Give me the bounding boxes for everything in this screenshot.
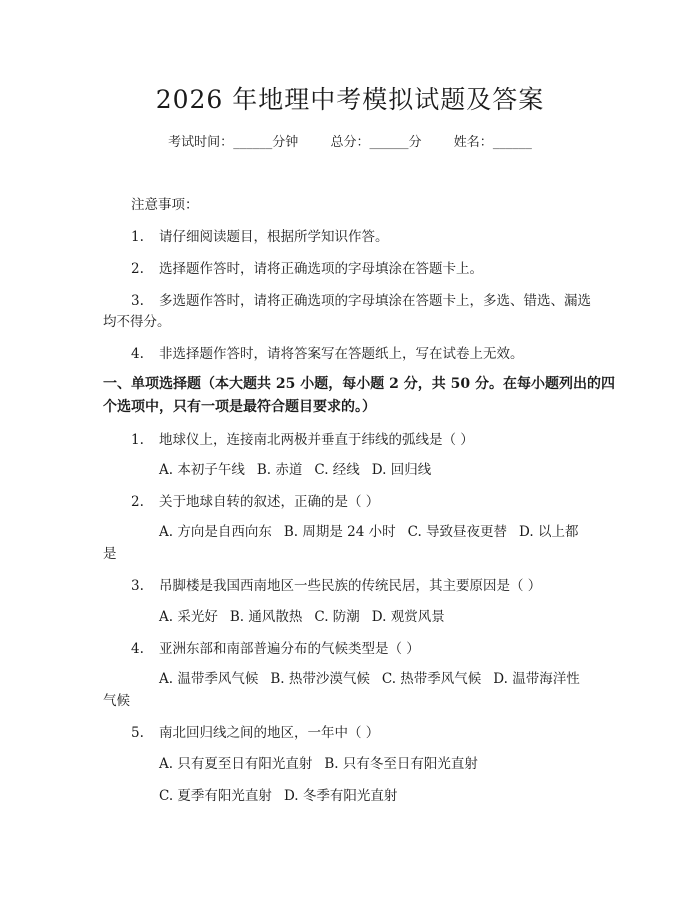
score-unit: 分	[408, 135, 422, 150]
name-label: 姓名：	[453, 135, 493, 150]
question-stem: 5. 南北回归线之间的地区，一年中（ ）	[131, 725, 380, 741]
score-blank: ______	[369, 135, 409, 150]
note-item: 4. 非选择题作答时，请将答案写在答题纸上，写在试卷上无效。	[131, 346, 524, 362]
time-label: 考试时间：	[168, 135, 234, 150]
exam-info-line	[0, 131, 700, 150]
section-heading-line1: 一、单项选择题（本大题共 25 小题，每小题 2 分，共 50 分。在每小题列出的四	[103, 376, 615, 392]
option-a: A. 只有夏至日有阳光直射	[159, 756, 313, 772]
question-options	[159, 458, 431, 478]
question-stem: 1. 地球仪上，连接南北两极并垂直于纬线的弧线是（ ）	[131, 432, 474, 448]
option-c: C. 夏季有阳光直射	[159, 788, 272, 804]
option-b: B. 周期是 24 小时	[283, 524, 396, 540]
option-c: C. 经线	[314, 462, 360, 478]
notes-heading: 注意事项：	[131, 197, 199, 213]
question-options	[159, 520, 578, 540]
question-options	[159, 784, 397, 804]
note-item-wrap: 均不得分。	[103, 314, 171, 330]
note-item: 2. 选择题作答时，请将正确选项的字母填涂在答题卡上。	[131, 261, 483, 277]
option-a: A. 本初子午线	[159, 462, 245, 478]
question-stem: 4. 亚洲东部和南部普遍分布的气候类型是（ ）	[131, 641, 420, 657]
question-options	[159, 752, 478, 772]
section-heading-line2: 个选项中，只有一项是最符合题目要求的。）	[103, 399, 376, 415]
note-item: 1. 请仔细阅读题目，根据所学知识作答。	[131, 229, 389, 245]
score-label: 总分：	[330, 135, 370, 150]
question-stem: 2. 关于地球自转的叙述，正确的是（ ）	[131, 494, 380, 510]
option-d: D. 以上都	[519, 524, 579, 540]
option-a: A. 方向是自西向东	[159, 524, 272, 540]
option-d: D. 回归线	[371, 462, 432, 478]
option-wrap: 是	[103, 546, 117, 562]
option-wrap: 气候	[103, 693, 130, 709]
option-a: A. 采光好	[159, 609, 218, 625]
option-d: D. 冬季有阳光直射	[283, 788, 398, 804]
question-stem: 3. 吊脚楼是我国西南地区一些民族的传统民居，其主要原因是（ ）	[131, 578, 542, 594]
option-b: B. 热带沙漠气候	[270, 671, 370, 687]
time-blank: ______	[233, 135, 273, 150]
option-c: C. 导致昼夜更替	[407, 524, 508, 540]
page-title: 2026 年地理中考模拟试题及答案	[155, 85, 545, 114]
option-b: B. 只有冬至日有阳光直射	[324, 756, 478, 772]
question-options	[159, 667, 580, 687]
question-options	[159, 605, 445, 625]
name-blank: ______	[492, 135, 532, 150]
option-b: B. 赤道	[256, 462, 303, 478]
option-d: D. 观赏风景	[371, 609, 445, 625]
time-unit: 分钟	[272, 135, 299, 150]
option-c: C. 热带季风气候	[381, 671, 482, 687]
option-d: D. 温带海洋性	[493, 671, 580, 687]
option-c: C. 防潮	[314, 609, 360, 625]
note-item: 3. 多选题作答时，请将正确选项的字母填涂在答题卡上，多选、错选、漏选	[131, 293, 591, 309]
option-b: B. 通风散热	[229, 609, 303, 625]
option-a: A. 温带季风气候	[159, 671, 259, 687]
